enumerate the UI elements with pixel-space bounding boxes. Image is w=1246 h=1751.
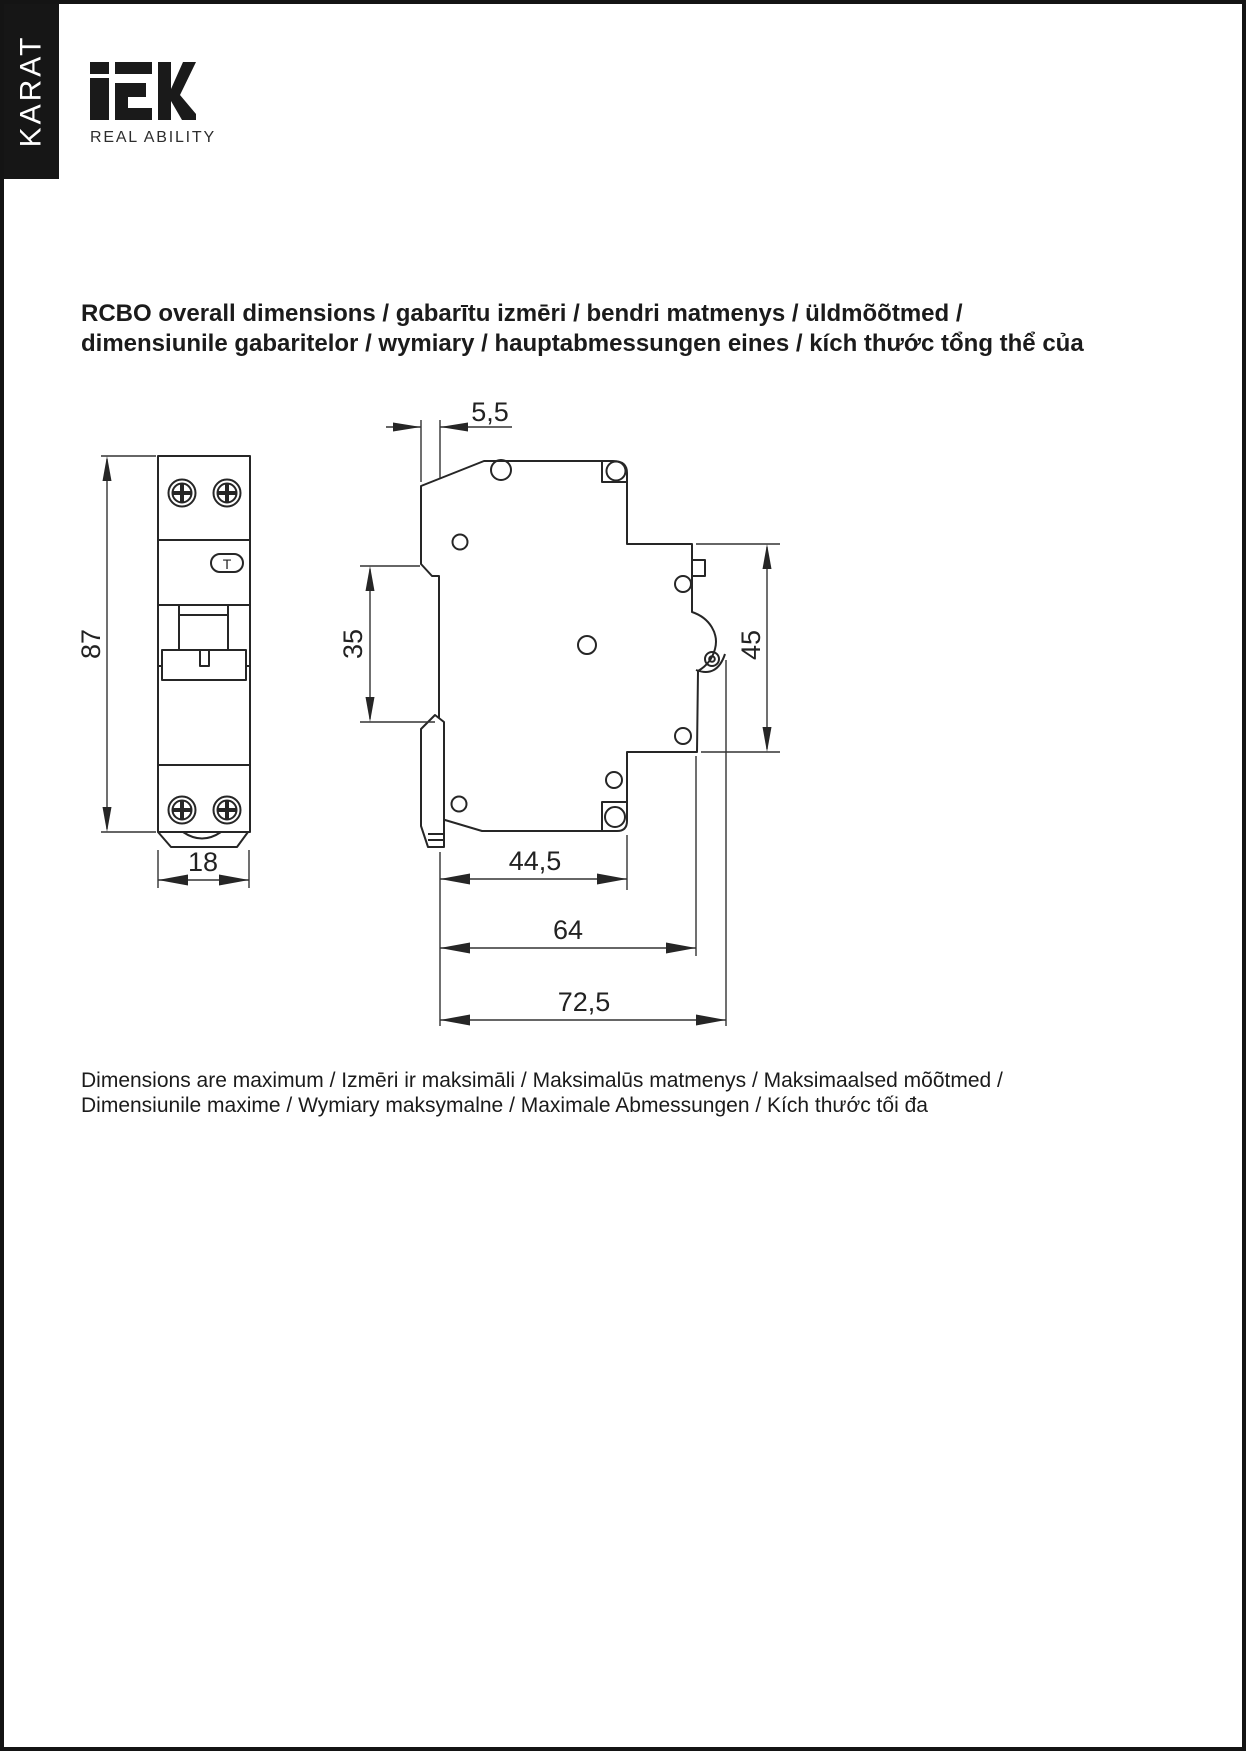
dim-front-width-label: 18: [187, 847, 219, 877]
front-body-outline: [158, 456, 250, 832]
brand-tagline: REAL ABILITY: [90, 129, 216, 146]
title-line-2: dimensiunile gabaritelor / wymiary / hauptabmessungen eines / kích thước tổng thể của: [81, 330, 1084, 357]
dim-depth-terminal-label: 44,5: [508, 846, 562, 876]
bottom-guard: [158, 832, 248, 847]
terminal-screw: [214, 797, 241, 824]
dim-rail-slot-height: [338, 566, 435, 722]
dim-front-height-label: 87: [76, 628, 106, 660]
title-line-1: RCBO overall dimensions / gabarītu izmēri / bendri matmenys / üldmõõtmed /: [81, 300, 963, 327]
side-view: [421, 460, 725, 847]
dim-rail-slot-height-label: 35: [338, 628, 368, 660]
brand-vertical-text: KARAT: [14, 34, 48, 148]
dim-depth-total-label: 72,5: [557, 987, 611, 1017]
din-clip: [421, 715, 444, 847]
dim-front-height: [76, 456, 156, 832]
terminal-screw: [169, 480, 196, 507]
front-view: [158, 456, 250, 847]
dim-front-width: [158, 847, 249, 888]
dimension-drawing: [4, 4, 1246, 1751]
terminal-screw: [169, 797, 196, 824]
footer-line-2: Dimensiunile maxime / Wymiary maksymalne / Maximale Abmessungen / Kích thước tối đa: [81, 1094, 928, 1117]
din-latch: [692, 560, 705, 576]
footer-note: [81, 1068, 1181, 1118]
terminal-screw: [214, 480, 241, 507]
dim-depth-body-label: 64: [552, 915, 584, 945]
dim-clip-zone-height-label: 45: [736, 629, 766, 661]
side-body-outline: [421, 461, 716, 831]
dim-rail-lip-offset-label: 5,5: [471, 397, 509, 427]
footer-line-1: Dimensions are maximum / Izmēri ir maksimāli / Maksimalūs matmenys / Maksimaalsed mõõtmed /: [81, 1069, 1003, 1092]
test-button-label: T: [222, 556, 232, 572]
